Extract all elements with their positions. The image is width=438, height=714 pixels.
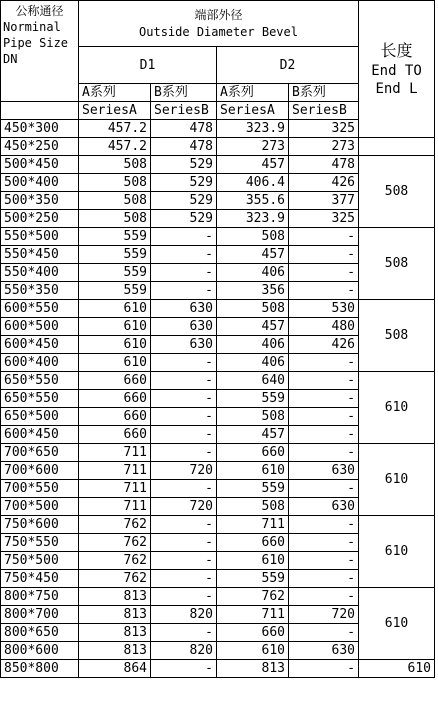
d2-series-a-cell: 323.9	[217, 120, 289, 138]
table-row	[1, 228, 435, 246]
d2-series-a-cell: 406.4	[217, 174, 289, 192]
d1-series-b-cell: -	[151, 480, 217, 498]
d1-series-a-cell: 559	[79, 264, 151, 282]
d2-series-a-cell: 711	[217, 516, 289, 534]
d1-series-a-cell: 610	[79, 300, 151, 318]
length-header-cn: 长度	[380, 41, 413, 60]
length-cell: 508	[359, 228, 435, 300]
d1-series-b-cell: -	[151, 516, 217, 534]
d2-series-a-cell: 660	[217, 444, 289, 462]
d2-series-b-cell: -	[289, 480, 359, 498]
dn-cell: 600*450	[1, 426, 79, 444]
dn-cell: 750*500	[1, 552, 79, 570]
d1-series-b-cell: 529	[151, 210, 217, 228]
dn-cell: 700*600	[1, 462, 79, 480]
d2-series-a-cell: 559	[217, 390, 289, 408]
d2-series-a-cell: 610	[217, 552, 289, 570]
d2-series-b-cell: -	[289, 624, 359, 642]
d2-header: D2	[217, 47, 359, 84]
d2-series-a-cell: 355.6	[217, 192, 289, 210]
dn-cell: 600*450	[1, 336, 79, 354]
d1-series-a-cell: 762	[79, 534, 151, 552]
d1-series-a-cell: 508	[79, 156, 151, 174]
d2-series-a-cell: 610	[217, 462, 289, 480]
bevel-header-cn: 端部外径	[194, 7, 243, 22]
d2-series-a-cell: 660	[217, 624, 289, 642]
d1-series-a-cell: 813	[79, 588, 151, 606]
d2-series-a-cell: 711	[217, 606, 289, 624]
d1-series-b-cell: -	[151, 246, 217, 264]
table-row	[1, 138, 435, 156]
d2-series-b-cell: -	[289, 408, 359, 426]
length-header	[359, 1, 435, 138]
d2-series-b-cell: 426	[289, 336, 359, 354]
d1-series-b-cell: -	[151, 534, 217, 552]
d2-series-b-cell: -	[289, 570, 359, 588]
d1-series-a-cell: 457.2	[79, 120, 151, 138]
d2-series-a-cell: 813	[217, 660, 289, 678]
d2-series-a-cell: 508	[217, 498, 289, 516]
dn-cell: 700*550	[1, 480, 79, 498]
d2-series-a-cell: 640	[217, 372, 289, 390]
d1-series-b-cell: -	[151, 624, 217, 642]
d1-series-b-cell: 478	[151, 138, 217, 156]
length-header-en1: End TO	[371, 63, 422, 79]
d2-series-b-cell: -	[289, 444, 359, 462]
d2-series-a-cell: 457	[217, 318, 289, 336]
d2-series-a-cell: 508	[217, 408, 289, 426]
d2-series-b-cell: 630	[289, 642, 359, 660]
d1-series-a-cell: 813	[79, 624, 151, 642]
d1-series-b-cell: 720	[151, 462, 217, 480]
d1-series-b-cell: 630	[151, 336, 217, 354]
d1-series-a-cell: 559	[79, 228, 151, 246]
d2-series-a-cell: 356	[217, 282, 289, 300]
d2-series-b-cell: -	[289, 660, 359, 678]
d2-series-a-cell: 559	[217, 480, 289, 498]
d2-series-b-cell: -	[289, 390, 359, 408]
d1-series-b-cell: -	[151, 228, 217, 246]
dn-cell: 850*800	[1, 660, 79, 678]
dn-header	[1, 1, 79, 102]
d1-series-a-cell: 660	[79, 408, 151, 426]
dn-cell: 700*500	[1, 498, 79, 516]
d1-series-b-cell: 529	[151, 156, 217, 174]
d1-series-a-cell: 508	[79, 192, 151, 210]
dn-cell: 750*600	[1, 516, 79, 534]
d1-series-a-cell: 660	[79, 372, 151, 390]
d2-series-b-cell: -	[289, 588, 359, 606]
d2-series-b-cell: 720	[289, 606, 359, 624]
dn-header-cn: 公称通径	[15, 4, 64, 18]
dn-cell: 650*500	[1, 408, 79, 426]
table-row	[1, 156, 435, 174]
d2-series-b-cn: B系列	[289, 84, 359, 102]
d1-series-b-cell: -	[151, 426, 217, 444]
d1-series-a-cell: 559	[79, 246, 151, 264]
dn-cell: 750*450	[1, 570, 79, 588]
d2-series-b-cell: -	[289, 282, 359, 300]
dn-cell: 700*650	[1, 444, 79, 462]
length-cell: 508	[359, 300, 435, 372]
length-cell: 610	[359, 588, 435, 660]
dn-cell: 600*550	[1, 300, 79, 318]
table-row	[1, 660, 435, 678]
d1-series-b-cell: 529	[151, 174, 217, 192]
d1-series-b-cell: -	[151, 372, 217, 390]
dn-cell: 650*550	[1, 372, 79, 390]
d1-series-b-cell: 720	[151, 498, 217, 516]
d2-series-a-cell: 610	[217, 642, 289, 660]
d1-series-a-cell: 660	[79, 426, 151, 444]
d1-series-a-en: SeriesA	[79, 102, 151, 120]
dn-cell: 500*350	[1, 192, 79, 210]
d2-series-a-cn: A系列	[217, 84, 289, 102]
bevel-header-en: Outside Diameter Bevel	[139, 24, 298, 39]
length-cell: 508	[359, 156, 435, 228]
length-cell: 610	[359, 372, 435, 444]
d1-series-a-cell: 508	[79, 210, 151, 228]
d2-series-a-cell: 406	[217, 336, 289, 354]
table-row	[1, 300, 435, 318]
d1-series-a-cell: 762	[79, 552, 151, 570]
d1-series-a-cell: 610	[79, 336, 151, 354]
d1-series-a-cell: 813	[79, 642, 151, 660]
d2-series-b-cell: -	[289, 372, 359, 390]
dn-cell: 550*350	[1, 282, 79, 300]
d1-series-b-cell: 630	[151, 318, 217, 336]
dn-cell: 600*500	[1, 318, 79, 336]
dn-cell: 500*400	[1, 174, 79, 192]
d2-series-a-en: SeriesA	[217, 102, 289, 120]
d2-series-a-cell: 323.9	[217, 210, 289, 228]
d1-series-a-cell: 813	[79, 606, 151, 624]
d2-series-b-cell: -	[289, 426, 359, 444]
dn-cell: 750*550	[1, 534, 79, 552]
d1-series-a-cell: 711	[79, 480, 151, 498]
dn-cell: 550*500	[1, 228, 79, 246]
d1-series-b-cell: -	[151, 552, 217, 570]
dn-cell: 550*450	[1, 246, 79, 264]
d1-series-b-cell: -	[151, 264, 217, 282]
dn-cell: 450*300	[1, 120, 79, 138]
d1-series-b-cell: -	[151, 588, 217, 606]
d1-series-a-cell: 610	[79, 354, 151, 372]
bevel-header	[79, 1, 359, 47]
d1-series-a-cell: 457.2	[79, 138, 151, 156]
d2-series-b-cell: 273	[289, 138, 359, 156]
d2-series-a-cell: 762	[217, 588, 289, 606]
d2-series-a-cell: 508	[217, 300, 289, 318]
d2-series-b-cell: 630	[289, 462, 359, 480]
d2-series-b-cell: 478	[289, 156, 359, 174]
d2-series-b-cell: 426	[289, 174, 359, 192]
d2-series-b-cell: -	[289, 354, 359, 372]
dn-cell: 550*400	[1, 264, 79, 282]
dn-header-en1: Norminal	[3, 20, 61, 34]
d1-series-b-cell: -	[151, 282, 217, 300]
d1-series-a-cell: 762	[79, 516, 151, 534]
d1-series-a-cell: 864	[79, 660, 151, 678]
length-header-en2: End L	[375, 81, 418, 97]
dn-cell: 800*600	[1, 642, 79, 660]
dn-cell: 800*700	[1, 606, 79, 624]
length-cell: 610	[359, 660, 435, 678]
d1-series-a-cell: 508	[79, 174, 151, 192]
d2-series-b-cell: 325	[289, 210, 359, 228]
d2-series-a-cell: 406	[217, 264, 289, 282]
d2-series-a-cell: 406	[217, 354, 289, 372]
dn-header-spacer	[1, 102, 79, 120]
d2-series-b-cell: 325	[289, 120, 359, 138]
dn-cell: 500*450	[1, 156, 79, 174]
table-row	[1, 444, 435, 462]
d2-series-a-cell: 457	[217, 246, 289, 264]
dn-cell: 600*400	[1, 354, 79, 372]
d2-series-b-cell: -	[289, 534, 359, 552]
d1-series-b-cell: -	[151, 570, 217, 588]
d1-series-a-cn: A系列	[79, 84, 151, 102]
d2-series-b-cell: -	[289, 228, 359, 246]
d1-series-a-cell: 559	[79, 282, 151, 300]
d1-header: D1	[79, 47, 217, 84]
d2-series-a-cell: 508	[217, 228, 289, 246]
d1-series-b-en: SeriesB	[151, 102, 217, 120]
d1-series-b-cell: -	[151, 354, 217, 372]
d1-series-b-cell: 478	[151, 120, 217, 138]
dn-cell: 450*250	[1, 138, 79, 156]
dn-header-en3: DN	[3, 52, 18, 66]
d2-series-a-cell: 457	[217, 156, 289, 174]
length-cell: 610	[359, 516, 435, 588]
dn-cell: 500*250	[1, 210, 79, 228]
table-row	[1, 372, 435, 390]
d2-series-a-cell: 273	[217, 138, 289, 156]
d2-series-a-cell: 457	[217, 426, 289, 444]
d2-series-a-cell: 660	[217, 534, 289, 552]
dn-cell: 800*650	[1, 624, 79, 642]
d1-series-b-cell: 630	[151, 300, 217, 318]
d1-series-a-cell: 660	[79, 390, 151, 408]
d2-series-b-cell: 480	[289, 318, 359, 336]
d1-series-a-cell: 711	[79, 498, 151, 516]
length-cell: 610	[359, 444, 435, 516]
d1-series-a-cell: 711	[79, 444, 151, 462]
d2-series-b-cell: -	[289, 246, 359, 264]
d2-series-b-cell: -	[289, 552, 359, 570]
d2-series-b-cell: 530	[289, 300, 359, 318]
dn-cell: 800*750	[1, 588, 79, 606]
d1-series-b-cell: 820	[151, 606, 217, 624]
d2-series-b-cell: 630	[289, 498, 359, 516]
d1-series-b-cell: -	[151, 444, 217, 462]
d1-series-b-cell: 820	[151, 642, 217, 660]
table-row	[1, 588, 435, 606]
d2-series-b-en: SeriesB	[289, 102, 359, 120]
d1-series-a-cell: 711	[79, 462, 151, 480]
d2-series-b-cell: -	[289, 516, 359, 534]
d1-series-a-cell: 762	[79, 570, 151, 588]
d2-series-a-cell: 559	[217, 570, 289, 588]
d1-series-a-cell: 610	[79, 318, 151, 336]
d2-series-b-cell: -	[289, 264, 359, 282]
dn-cell: 650*550	[1, 390, 79, 408]
d1-series-b-cell: -	[151, 390, 217, 408]
dn-header-en2: Pipe Size	[3, 36, 69, 50]
d1-series-b-cn: B系列	[151, 84, 217, 102]
table-row	[1, 516, 435, 534]
d1-series-b-cell: 529	[151, 192, 217, 210]
d1-series-b-cell: -	[151, 660, 217, 678]
d1-series-b-cell: -	[151, 408, 217, 426]
d2-series-b-cell: 377	[289, 192, 359, 210]
